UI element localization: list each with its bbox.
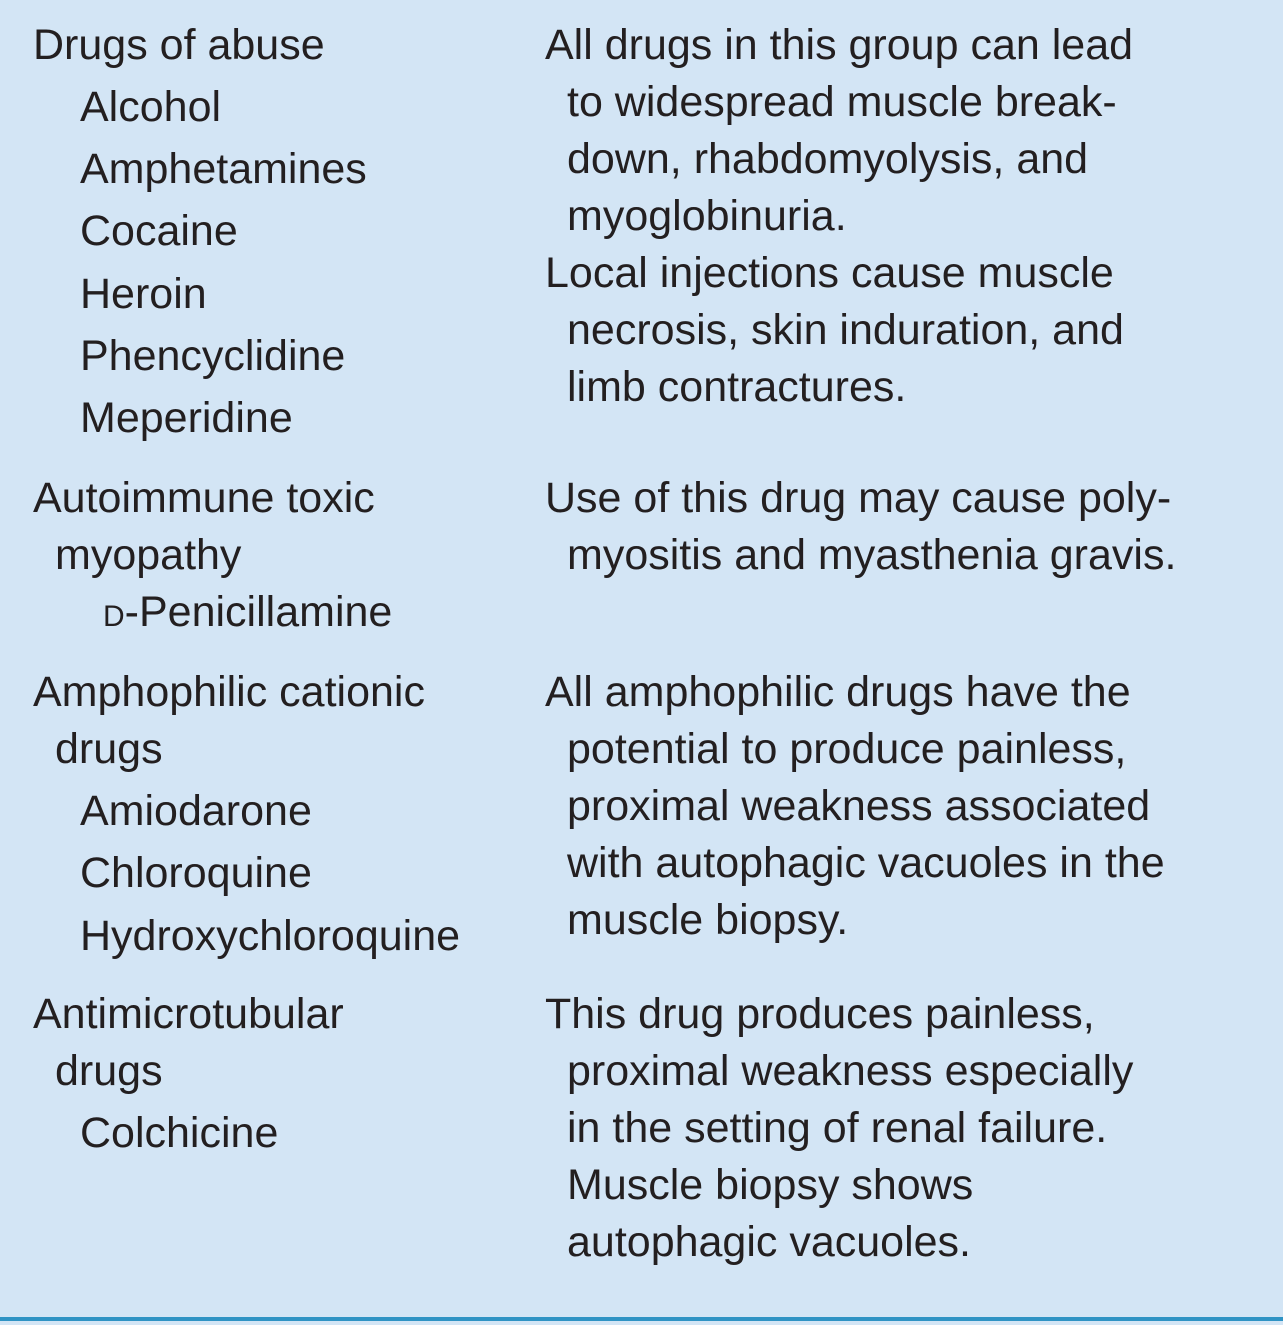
drug-name: Colchicine — [80, 1109, 279, 1157]
drug-name: Alcohol — [80, 83, 222, 131]
description-line: in the setting of renal failure. — [567, 1104, 1108, 1152]
drug-name: Phencyclidine — [80, 332, 346, 380]
drug-name-rest: -Penicillamine — [124, 588, 393, 636]
description-line: autophagic vacuoles. — [567, 1218, 972, 1266]
description-line: proximal weakness especially — [567, 1047, 1134, 1095]
description-line: limb contractures. — [567, 363, 907, 411]
bottom-rule — [0, 1317, 1283, 1321]
description-line: Muscle biopsy shows — [567, 1161, 974, 1209]
category-heading-cont: drugs — [55, 1047, 163, 1095]
drug-name — [103, 584, 392, 641]
description-line: with autophagic vacuoles in the — [567, 839, 1165, 887]
drug-name: Meperidine — [80, 394, 293, 442]
description-line: All amphophilic drugs have the — [545, 668, 1131, 716]
description-line: myositis and myasthenia gravis. — [567, 531, 1177, 579]
description-line: potential to produce painless, — [567, 725, 1127, 773]
category-heading-cont: myopathy — [55, 531, 242, 579]
drug-name: Amphetamines — [80, 145, 367, 193]
drug-name: Chloroquine — [80, 849, 312, 897]
category-heading: Amphophilic cationic — [33, 668, 425, 716]
description-line: All drugs in this group can lead — [545, 21, 1134, 69]
drug-name-prefix: d — [103, 588, 125, 636]
description-line: muscle biopsy. — [567, 896, 849, 944]
description-line: Local injections cause muscle — [545, 249, 1114, 297]
description-line: necrosis, skin induration, and — [567, 306, 1124, 354]
description-line: to widespread muscle break- — [567, 78, 1117, 126]
description-line: This drug produces painless, — [545, 990, 1095, 1038]
description-line: down, rhabdomyolysis, and — [567, 135, 1089, 183]
category-heading: Antimicrotubular — [33, 990, 344, 1038]
description-line: Use of this drug may cause poly- — [545, 474, 1172, 522]
description-line: proximal weakness associated — [567, 782, 1151, 830]
category-heading: Autoimmune toxic — [33, 474, 375, 522]
category-heading-cont: drugs — [55, 725, 163, 773]
drug-name: Amiodarone — [80, 787, 312, 835]
description-line: myoglobinuria. — [567, 192, 847, 240]
category-heading: Drugs of abuse — [33, 21, 325, 69]
drug-name: Hydroxychloroquine — [80, 912, 461, 960]
drug-name: Cocaine — [80, 207, 238, 255]
drug-name: Heroin — [80, 270, 207, 318]
